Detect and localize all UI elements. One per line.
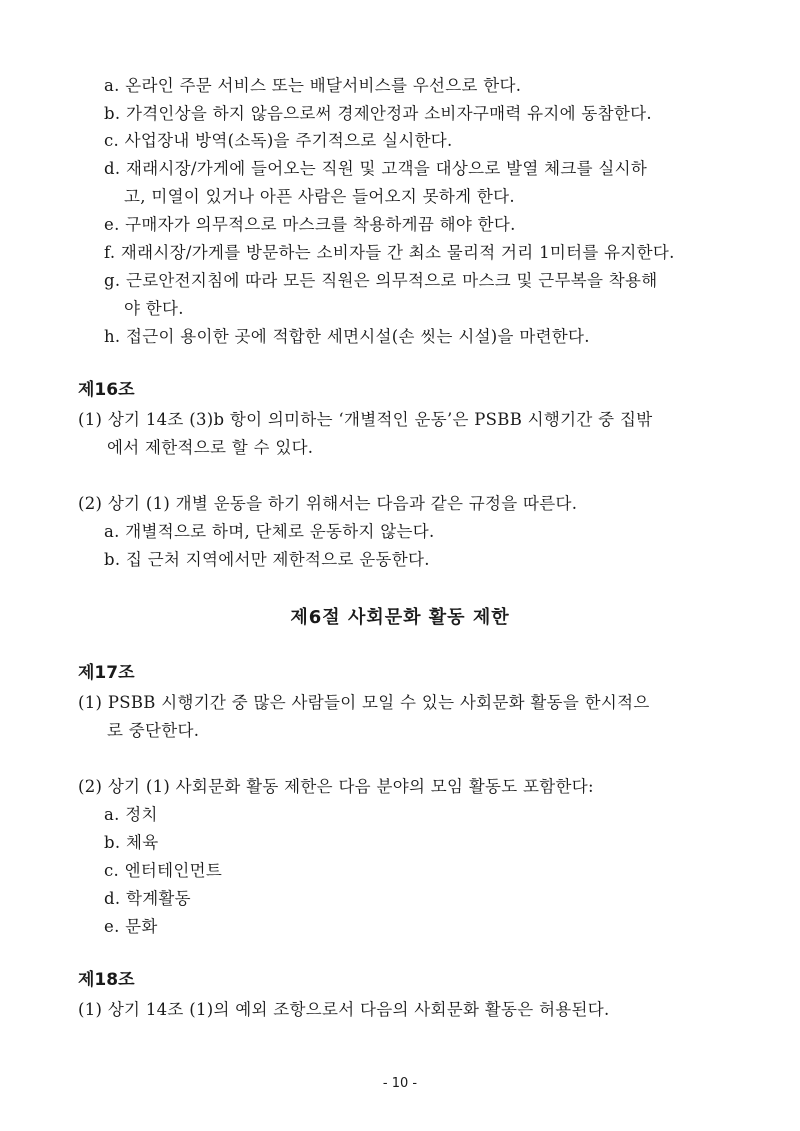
article-17-clause-1-cont: 로 중단한다. — [107, 721, 200, 740]
article-16-item-a: a. 개별적으로 하며, 단체로 운동하지 않는다. — [104, 522, 435, 541]
article-16-clause-1: (1) 상기 14조 (3)b 항이 의미하는 ‘개별적인 운동’은 PSBB 시행기간 중 집밖 — [78, 410, 653, 429]
article-18-heading: 제18조 — [78, 970, 135, 990]
list-item-c: c. 사업장내 방역(소독)을 주기적으로 실시한다. — [104, 131, 453, 150]
article-16-clause-2: (2) 상기 (1) 개별 운동을 하기 위해서는 다음과 같은 규정을 따른다. — [78, 494, 578, 513]
list-item-g-cont: 야 한다. — [124, 299, 184, 318]
article-18-clause-1: (1) 상기 14조 (1)의 예외 조항으로서 다음의 사회문화 활동은 허용된다. — [78, 1000, 610, 1019]
article-17-heading: 제17조 — [78, 663, 135, 683]
article-17-item-b: b. 체육 — [104, 833, 159, 852]
list-item-b: b. 가격인상을 하지 않음으로써 경제안정과 소비자구매력 유지에 동참한다. — [104, 104, 652, 123]
list-item-g: g. 근로안전지침에 따라 모든 직원은 의무적으로 마스크 및 근무복을 착용해 — [104, 271, 658, 290]
article-17-item-a: a. 정치 — [104, 805, 158, 824]
article-17-clause-1: (1) PSBB 시행기간 중 많은 사람들이 모일 수 있는 사회문화 활동을 한시적으 — [78, 693, 650, 712]
article-16-heading: 제16조 — [78, 380, 135, 400]
list-item-e: e. 구매자가 의무적으로 마스크를 착용하게끔 해야 한다. — [104, 215, 516, 234]
list-item-d-cont: 고, 미열이 있거나 아픈 사람은 들어오지 못하게 한다. — [124, 187, 515, 206]
section-title: 제6절 사회문화 활동 제한 — [290, 607, 510, 628]
article-17-item-c: c. 엔터테인먼트 — [104, 861, 223, 880]
list-item-f: f. 재래시장/가게를 방문하는 소비자들 간 최소 물리적 거리 1미터를 유지한다. — [104, 243, 675, 262]
list-item-h: h. 접근이 용이한 곳에 적합한 세면시설(손 씻는 시설)을 마련한다. — [104, 327, 590, 346]
article-16-clause-1-cont: 에서 제한적으로 할 수 있다. — [107, 438, 314, 457]
article-17-item-e: e. 문화 — [104, 917, 158, 936]
article-17-item-d: d. 학계활동 — [104, 889, 191, 908]
article-16-item-b: b. 집 근처 지역에서만 제한적으로 운동한다. — [104, 550, 430, 569]
article-17-clause-2: (2) 상기 (1) 사회문화 활동 제한은 다음 분야의 모임 활동도 포함한다: — [78, 777, 594, 796]
list-item-d: d. 재래시장/가게에 들어오는 직원 및 고객을 대상으로 발열 체크를 실시하 — [104, 159, 648, 178]
list-item-a: a. 온라인 주문 서비스 또는 배달서비스를 우선으로 한다. — [104, 76, 522, 95]
page-number: - 10 - — [382, 1076, 418, 1091]
